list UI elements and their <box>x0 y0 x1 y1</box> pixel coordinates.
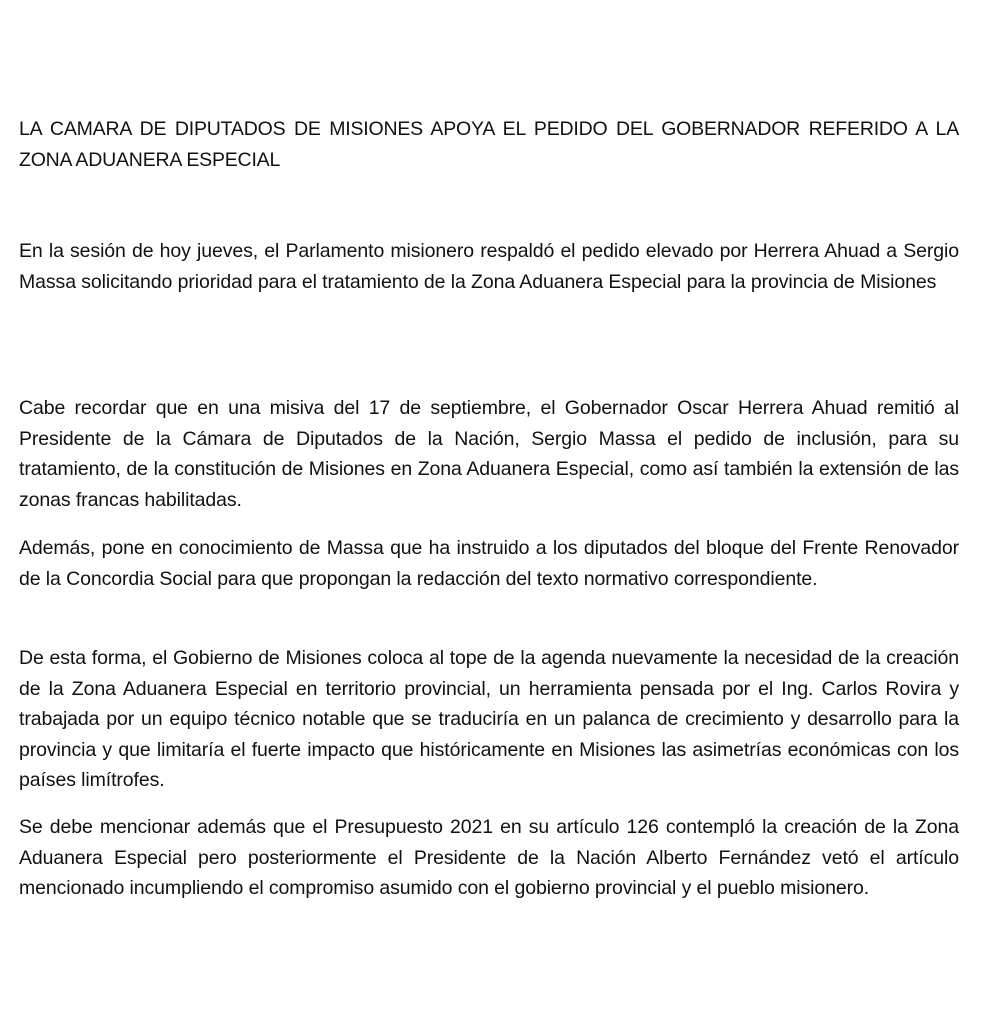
paragraph-governor-letter: Cabe recordar que en una misiva del 17 de septiembre, el Gobernador Oscar Herrera Ahuad remitió al Presidente de la Cámara de Diputados de la Nación, Sergio Massa el pedido de inclusión, para su tratamiento, de la constitución de Misiones en Zona Aduanera Especial, como así también la extensión de las zonas francas habilitadas. <box>19 397 959 511</box>
paragraph-session-support: En la sesión de hoy jueves, el Parlamento misionero respaldó el pedido elevado por Herrera Ahuad a Sergio Massa solicitando prioridad para el tratamiento de la Zona Aduanera Especial para la provincia de Misiones <box>19 240 959 293</box>
paragraph-deputies-instructed: Además, pone en conocimiento de Massa que ha instruido a los diputados del bloque del Frente Renovador de la Concordia Social para que propongan la redacción del texto normativo correspondiente. <box>19 537 959 590</box>
paragraph-agenda-priority: De esta forma, el Gobierno de Misiones coloca al tope de la agenda nuevamente la necesidad de la creación de la Zona Aduanera Especial en territorio provincial, un herramienta pensada por el Ing. Carlos Rovira y trabajada por un equipo técnico notable que se traduciría en un palanca de crecimiento y desarrollo para la provincia y que limitaría el fuerte impacto que históricamente en Misiones las asimetrías económicas con los países limítrofes. <box>19 647 959 791</box>
document-title: LA CAMARA DE DIPUTADOS DE MISIONES APOYA EL PEDIDO DEL GOBERNADOR REFERIDO A LA ZONA ADUANERA ESPECIAL <box>19 118 959 171</box>
paragraph-budget-veto: Se debe mencionar además que el Presupuesto 2021 en su artículo 126 contempló la creación de la Zona Aduanera Especial pero posteriormente el Presidente de la Nación Alberto Fernández vetó el artículo mencionado incumpliendo el compromiso asumido con el gobierno provincial y el pueblo misionero. <box>19 816 959 899</box>
